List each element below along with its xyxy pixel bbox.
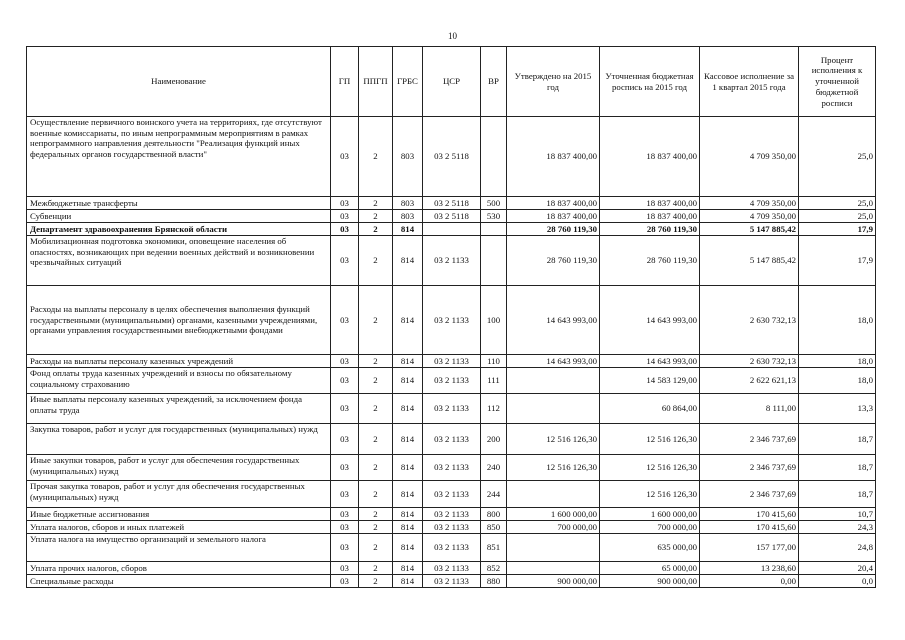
row-name: Иные бюджетные ассигнования: [27, 508, 331, 521]
row-approved: [507, 368, 600, 394]
row-vr: 800: [481, 508, 507, 521]
row-ppgp: 2: [359, 455, 393, 481]
row-ppgp: 2: [359, 286, 393, 355]
row-vr: [481, 223, 507, 236]
row-refined: 635 000,00: [600, 534, 700, 562]
row-refined: 18 837 400,00: [600, 197, 700, 210]
row-csr: 03 2 1133: [423, 575, 481, 588]
row-name: Прочая закупка товаров, работ и услуг для обеспечения государственных (муниципальных) нужд: [27, 481, 331, 508]
row-csr: 03 2 5118: [423, 197, 481, 210]
row-ppgp: 2: [359, 236, 393, 286]
row-approved: 1 600 000,00: [507, 508, 600, 521]
row-vr: 850: [481, 521, 507, 534]
row-approved: 28 760 119,30: [507, 223, 600, 236]
row-csr: [423, 223, 481, 236]
table-row: [27, 575, 876, 588]
row-refined: 60 864,00: [600, 394, 700, 424]
table-row: [27, 355, 876, 368]
row-executed: 5 147 885,42: [700, 223, 799, 236]
row-gp: 03: [331, 575, 359, 588]
row-grbs: 814: [393, 455, 423, 481]
row-csr: 03 2 1133: [423, 286, 481, 355]
row-percent: 18,7: [799, 481, 876, 508]
table-row: [27, 223, 876, 236]
row-grbs: 814: [393, 508, 423, 521]
row-percent: 25,0: [799, 197, 876, 210]
row-vr: 244: [481, 481, 507, 508]
row-grbs: 803: [393, 117, 423, 197]
table-row: [27, 562, 876, 575]
row-name: Уплата прочих налогов, сборов: [27, 562, 331, 575]
row-name: Уплата налога на имущество организаций и земельного налога: [27, 534, 331, 562]
col-header-approved: Утверждено на 2015 год: [507, 47, 600, 117]
row-executed: 8 111,00: [700, 394, 799, 424]
row-name: Иные закупки товаров, работ и услуг для обеспечения государственных (муниципальных) нужд: [27, 455, 331, 481]
row-vr: 200: [481, 424, 507, 455]
row-vr: 851: [481, 534, 507, 562]
row-ppgp: 2: [359, 197, 393, 210]
row-executed: 5 147 885,42: [700, 236, 799, 286]
row-refined: 65 000,00: [600, 562, 700, 575]
row-percent: 0,0: [799, 575, 876, 588]
row-vr: 500: [481, 197, 507, 210]
row-vr: 240: [481, 455, 507, 481]
row-gp: 03: [331, 210, 359, 223]
row-name: Департамент здравоохранения Брянской области: [27, 223, 331, 236]
row-refined: 12 516 126,30: [600, 481, 700, 508]
row-refined: 18 837 400,00: [600, 210, 700, 223]
row-gp: 03: [331, 508, 359, 521]
row-grbs: 814: [393, 236, 423, 286]
row-refined: 14 583 129,00: [600, 368, 700, 394]
row-name: Иные выплаты персоналу казенных учреждений, за исключением фонда оплаты труда: [27, 394, 331, 424]
row-gp: 03: [331, 424, 359, 455]
row-approved: [507, 394, 600, 424]
row-name: Субвенции: [27, 210, 331, 223]
row-refined: 700 000,00: [600, 521, 700, 534]
row-gp: 03: [331, 368, 359, 394]
row-percent: 25,0: [799, 117, 876, 197]
row-vr: 112: [481, 394, 507, 424]
table-row: [27, 236, 876, 286]
row-approved: [507, 534, 600, 562]
row-percent: 18,0: [799, 368, 876, 394]
row-grbs: 814: [393, 424, 423, 455]
row-csr: 03 2 1133: [423, 236, 481, 286]
row-percent: 20,4: [799, 562, 876, 575]
row-refined: 900 000,00: [600, 575, 700, 588]
row-ppgp: 2: [359, 117, 393, 197]
row-grbs: 814: [393, 575, 423, 588]
col-header-gp: ГП: [331, 47, 359, 117]
row-executed: 4 709 350,00: [700, 117, 799, 197]
col-header-grbs: ГРБС: [393, 47, 423, 117]
row-refined: 1 600 000,00: [600, 508, 700, 521]
row-executed: 2 630 732,13: [700, 355, 799, 368]
row-ppgp: 2: [359, 210, 393, 223]
row-ppgp: 2: [359, 508, 393, 521]
row-refined: 18 837 400,00: [600, 117, 700, 197]
row-grbs: 814: [393, 521, 423, 534]
row-approved: 900 000,00: [507, 575, 600, 588]
row-percent: 24,8: [799, 534, 876, 562]
row-csr: 03 2 1133: [423, 562, 481, 575]
row-vr: [481, 117, 507, 197]
row-executed: 4 709 350,00: [700, 210, 799, 223]
table-row: [27, 455, 876, 481]
row-percent: 17,9: [799, 223, 876, 236]
col-header-refined: Уточненная бюджетная роспись на 2015 год: [600, 47, 700, 117]
col-header-vr: ВР: [481, 47, 507, 117]
table-row: [27, 534, 876, 562]
table-row: [27, 394, 876, 424]
row-approved: [507, 562, 600, 575]
table-row: [27, 508, 876, 521]
col-header-executed: Кассовое исполнение за 1 квартал 2015 года: [700, 47, 799, 117]
row-grbs: 814: [393, 481, 423, 508]
row-executed: 170 415,60: [700, 521, 799, 534]
row-vr: [481, 236, 507, 286]
row-percent: 25,0: [799, 210, 876, 223]
row-approved: 14 643 993,00: [507, 286, 600, 355]
row-executed: 4 709 350,00: [700, 197, 799, 210]
row-vr: 880: [481, 575, 507, 588]
row-grbs: 803: [393, 210, 423, 223]
col-header-ppgp: ППГП: [359, 47, 393, 117]
row-csr: 03 2 1133: [423, 508, 481, 521]
row-gp: 03: [331, 562, 359, 575]
row-gp: 03: [331, 455, 359, 481]
row-ppgp: 2: [359, 368, 393, 394]
row-ppgp: 2: [359, 534, 393, 562]
row-refined: 12 516 126,30: [600, 424, 700, 455]
row-csr: 03 2 1133: [423, 534, 481, 562]
row-vr: 111: [481, 368, 507, 394]
budget-table: [26, 46, 876, 588]
row-name: Осуществление первичного воинского учета на территориях, где отсутствуют военные комиссариаты, по иным непрограммным мероприятиям в рамках непрограммного направления деятельности "Реализация функций иных федеральных органов государственной власти": [27, 117, 331, 197]
table-row: [27, 286, 876, 355]
row-gp: 03: [331, 355, 359, 368]
row-refined: 14 643 993,00: [600, 355, 700, 368]
col-header-percent: Процент исполнения к уточненной бюджетной росписи: [799, 47, 876, 117]
row-grbs: 814: [393, 562, 423, 575]
row-percent: 24,3: [799, 521, 876, 534]
table-row: [27, 521, 876, 534]
row-ppgp: 2: [359, 355, 393, 368]
table-row: [27, 368, 876, 394]
row-executed: 2 346 737,69: [700, 481, 799, 508]
table-row: [27, 424, 876, 455]
header-row: [27, 47, 876, 117]
table-body: [27, 117, 876, 588]
row-refined: 14 643 993,00: [600, 286, 700, 355]
row-approved: 18 837 400,00: [507, 117, 600, 197]
row-grbs: 814: [393, 355, 423, 368]
row-approved: 14 643 993,00: [507, 355, 600, 368]
row-vr: 100: [481, 286, 507, 355]
row-grbs: 814: [393, 534, 423, 562]
row-refined: 28 760 119,30: [600, 236, 700, 286]
row-vr: 852: [481, 562, 507, 575]
row-approved: 12 516 126,30: [507, 424, 600, 455]
row-executed: 2 346 737,69: [700, 424, 799, 455]
row-approved: 18 837 400,00: [507, 197, 600, 210]
row-approved: 12 516 126,30: [507, 455, 600, 481]
row-executed: 2 630 732,13: [700, 286, 799, 355]
row-name: Уплата налогов, сборов и иных платежей: [27, 521, 331, 534]
row-percent: 18,0: [799, 286, 876, 355]
row-ppgp: 2: [359, 394, 393, 424]
row-gp: 03: [331, 286, 359, 355]
row-csr: 03 2 1133: [423, 424, 481, 455]
row-csr: 03 2 1133: [423, 394, 481, 424]
row-csr: 03 2 1133: [423, 355, 481, 368]
row-executed: 2 622 621,13: [700, 368, 799, 394]
row-gp: 03: [331, 236, 359, 286]
row-gp: 03: [331, 117, 359, 197]
row-refined: 28 760 119,30: [600, 223, 700, 236]
row-grbs: 803: [393, 197, 423, 210]
table-row: [27, 117, 876, 197]
row-csr: 03 2 5118: [423, 210, 481, 223]
row-ppgp: 2: [359, 521, 393, 534]
table-row: [27, 481, 876, 508]
row-ppgp: 2: [359, 424, 393, 455]
col-header-name: Наименование: [27, 47, 331, 117]
row-approved: [507, 481, 600, 508]
row-grbs: 814: [393, 286, 423, 355]
row-gp: 03: [331, 534, 359, 562]
row-percent: 13,3: [799, 394, 876, 424]
row-gp: 03: [331, 197, 359, 210]
row-executed: 157 177,00: [700, 534, 799, 562]
row-percent: 17,9: [799, 236, 876, 286]
row-vr: 110: [481, 355, 507, 368]
table-row: [27, 197, 876, 210]
row-gp: 03: [331, 394, 359, 424]
row-grbs: 814: [393, 368, 423, 394]
row-refined: 12 516 126,30: [600, 455, 700, 481]
row-ppgp: 2: [359, 481, 393, 508]
row-name: Мобилизационная подготовка экономики, оповещение населения об опасностях, возникающих при ведении военных действий и возникновении чрезвычайных ситуаций: [27, 236, 331, 286]
row-csr: 03 2 1133: [423, 481, 481, 508]
row-executed: 2 346 737,69: [700, 455, 799, 481]
row-name: Межбюджетные трансферты: [27, 197, 331, 210]
row-ppgp: 2: [359, 223, 393, 236]
row-approved: 700 000,00: [507, 521, 600, 534]
row-percent: 18,7: [799, 455, 876, 481]
row-executed: 170 415,60: [700, 508, 799, 521]
row-percent: 10,7: [799, 508, 876, 521]
row-percent: 18,7: [799, 424, 876, 455]
row-grbs: 814: [393, 223, 423, 236]
row-vr: 530: [481, 210, 507, 223]
row-grbs: 814: [393, 394, 423, 424]
row-executed: 13 238,60: [700, 562, 799, 575]
row-gp: 03: [331, 223, 359, 236]
row-name: Расходы на выплаты персоналу в целях обеспечения выполнения функций государственными (муниципальными) органами, казенными учреждениями, органами управления государственными внебюджетными фондами: [27, 286, 331, 355]
row-name: Закупка товаров, работ и услуг для государственных (муниципальных) нужд: [27, 424, 331, 455]
row-ppgp: 2: [359, 562, 393, 575]
row-csr: 03 2 1133: [423, 521, 481, 534]
table-header: [27, 47, 876, 117]
row-ppgp: 2: [359, 575, 393, 588]
row-csr: 03 2 1133: [423, 455, 481, 481]
row-executed: 0,00: [700, 575, 799, 588]
page-number: 10: [448, 31, 457, 41]
row-csr: 03 2 5118: [423, 117, 481, 197]
row-csr: 03 2 1133: [423, 368, 481, 394]
row-approved: 28 760 119,30: [507, 236, 600, 286]
row-name: Специальные расходы: [27, 575, 331, 588]
col-header-csr: ЦСР: [423, 47, 481, 117]
row-percent: 18,0: [799, 355, 876, 368]
row-gp: 03: [331, 521, 359, 534]
row-name: Расходы на выплаты персоналу казенных учреждений: [27, 355, 331, 368]
row-gp: 03: [331, 481, 359, 508]
row-approved: 18 837 400,00: [507, 210, 600, 223]
row-name: Фонд оплаты труда казенных учреждений и взносы по обязательному социальному страхованию: [27, 368, 331, 394]
table-row: [27, 210, 876, 223]
